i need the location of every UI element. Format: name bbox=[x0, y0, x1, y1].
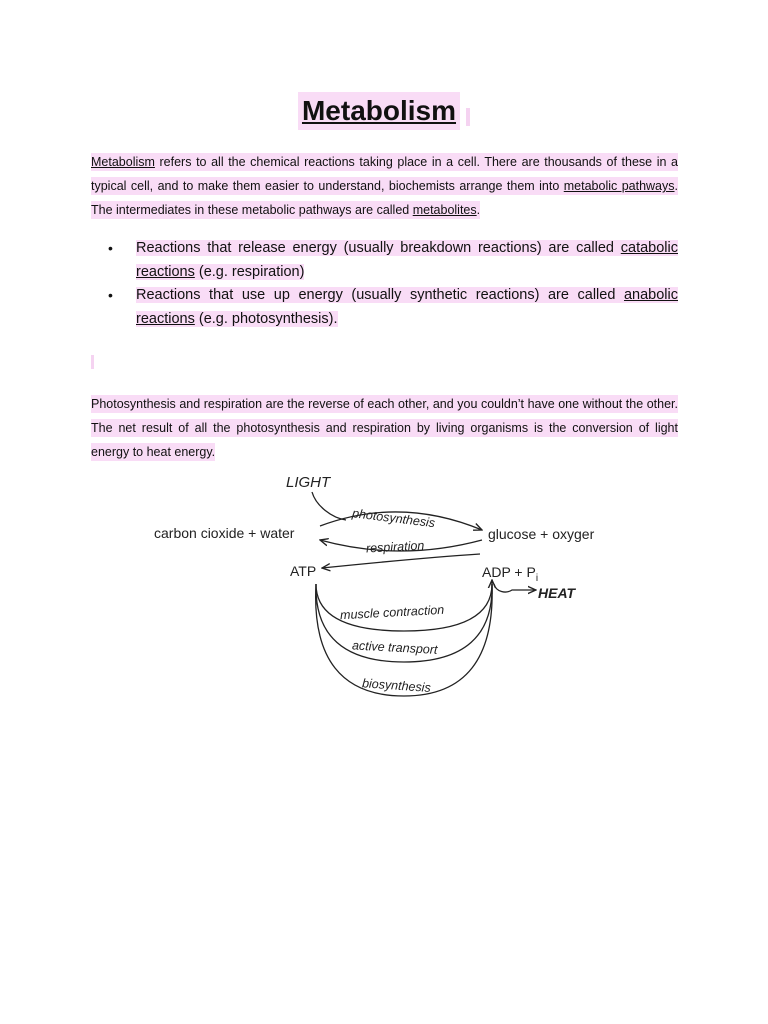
bullet-icon: • bbox=[108, 287, 113, 303]
intro-text-1: refers to all the chemical reactions taking place in a cell. There are thousands of these in a typical cell, and to make them easier to understand, biochemists arrange them into bbox=[91, 155, 678, 193]
anabolic-term: anabolic reactions bbox=[136, 287, 678, 327]
intro-text-3: . bbox=[476, 203, 481, 217]
muscle-contraction-label: muscle contraction bbox=[339, 602, 445, 623]
heat-label: HEAT bbox=[538, 585, 576, 601]
list-item bbox=[108, 237, 678, 284]
metabolism-diagram bbox=[140, 466, 630, 706]
light-label: LIGHT bbox=[286, 474, 331, 491]
intro-paragraph bbox=[91, 150, 678, 222]
bullet-text: Reactions that release energy (usually breakdown reactions) are called bbox=[136, 240, 621, 256]
heat-arrow bbox=[494, 584, 536, 592]
text-cursor-mark bbox=[466, 108, 470, 126]
photosynthesis-paragraph: Photosynthesis and respiration are the reverse of each other, and you couldn’t have one without the other. The net result of all the photosynthesis and respiration by living organisms is the conversion of light energy to heat energy. bbox=[91, 397, 678, 459]
bullet-text: Reactions that use up energy (usually synthetic reactions) are called bbox=[136, 287, 624, 303]
title-container bbox=[0, 92, 768, 130]
reactants-label: carbon cioxide + water bbox=[154, 525, 295, 541]
atp-label: ATP bbox=[290, 563, 317, 579]
active-transport-label: active transport bbox=[351, 638, 438, 657]
metabolism-term: Metabolism bbox=[91, 155, 155, 169]
atp-regeneration-arrow bbox=[322, 554, 480, 568]
text-cursor-mark bbox=[91, 355, 94, 369]
light-arrow bbox=[312, 492, 346, 520]
adp-label: ADP + $P_i$ bbox=[482, 564, 539, 584]
bullet-icon: • bbox=[108, 240, 113, 256]
metabolites-term: metabolites bbox=[412, 203, 477, 217]
products-label: glucose + oxyger bbox=[488, 526, 595, 542]
photosynthesis-label: photosynthesis bbox=[351, 506, 436, 531]
bullet-suffix: (e.g. photosynthesis). bbox=[194, 310, 338, 327]
intro-text-2: . The intermediates in these metabolic pathways are called bbox=[91, 179, 678, 217]
metabolic-pathways-term: metabolic pathways bbox=[563, 179, 675, 193]
catabolic-term: catabolic reactions bbox=[136, 240, 678, 280]
biosynthesis-label: biosynthesis bbox=[361, 676, 432, 695]
bullet-suffix: (e.g. respiration) bbox=[194, 263, 305, 280]
respiration-label: respiration bbox=[365, 538, 425, 556]
list-item bbox=[108, 284, 678, 331]
page-title: Metabolism bbox=[298, 92, 460, 130]
reaction-types-list bbox=[108, 237, 678, 331]
